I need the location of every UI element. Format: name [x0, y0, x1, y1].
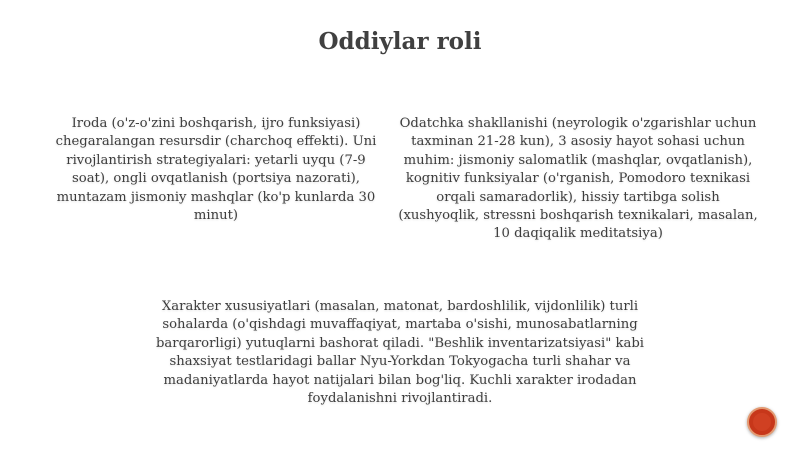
next-slide-button[interactable] [747, 407, 777, 437]
next-slide-button-face [753, 413, 771, 431]
willpower-paragraph: Iroda (o'z-o'zini boshqarish, ijro funksiyasi) chegaralangan resursdir (charchoq effekti). Uni rivojlantirish strategiyalari: yetarli uyqu (7-9 soat), ongli ovqatlanish (portsiya nazorati), muntazam jismoniy mashqlar (ko'p kunlarda 30 minut) [55, 116, 377, 224]
character-traits-paragraph: Xarakter xususiyatlari (masalan, matonat, bardoshlilik, vijdonlilik) turli sohalarda (o'qishdagi muvaffaqiyat, martaba o'sishi, munosabatlarning barqarorligi) yutuqlarni bashorat qiladi. "Beshlik inventarizatsiyasi" kabi shaxsiyat testlaridagi ballar Nyu-Yorkdan Tokyogacha turli shahar va madaniyatlarda hayot natijalari bilan bog'liq. Kuchli xarakter irodadan foydalanishni rivojlantiradi. [155, 299, 645, 407]
habit-formation-paragraph: Odatchka shakllanishi (neyrologik o'zgarishlar uchun taxminan 21-28 kun), 3 asosiy hayot sohasi uchun muhim: jismoniy salomatlik (mashqlar, ovqatlanish), kognitiv funksiyalar (o'rganish, Pomodoro texnikasi orqali samaradorlik), hissiy tartibga solish (xushyoqlik, stressni boshqarish texnikalari, masalan, 10 daqiqalik meditatsiya) [398, 116, 758, 242]
slide-title: Oddiylar roli [318, 28, 482, 55]
